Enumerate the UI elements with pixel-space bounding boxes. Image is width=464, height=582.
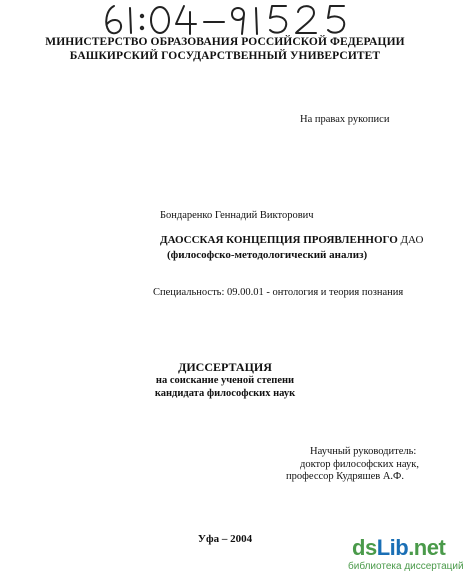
dslib-watermark-logo <box>348 535 464 572</box>
logo-tld: .net <box>408 535 446 560</box>
logo-lib: Lib <box>376 535 409 560</box>
handwritten-catalog-number <box>100 0 360 40</box>
manuscript-rights-note: На правах рукописи <box>300 114 390 125</box>
university-header: БАШКИРСКИЙ ГОСУДАРСТВЕННЫЙ УНИВЕРСИТЕТ <box>69 50 381 62</box>
dissertation-subtitle: (философско-методологический анализ) <box>167 249 368 261</box>
title-bold-part: ДАОССКАЯ КОНЦЕПЦИЯ ПРОЯВЛЕННОГО <box>160 234 398 246</box>
title-normal-part: ДАО <box>397 234 424 246</box>
dissertation-label: ДИССЕРТАЦИЯ <box>178 360 272 374</box>
logo-tagline: библиотека диссертаций <box>348 561 464 572</box>
logo-ds: ds <box>352 535 377 560</box>
specialty-line: Специальность: 09.00.01 - онтология и теория познания <box>153 287 404 298</box>
supervisor-degree: доктор философских наук, <box>300 459 419 470</box>
degree-line-2: кандидата философских наук <box>154 388 296 399</box>
city-year: Уфа – 2004 <box>197 533 253 545</box>
supervisor-label: Научный руководитель: <box>310 446 417 457</box>
supervisor-name: профессор Кудряшев А.Ф. <box>286 471 404 482</box>
author-name: Бондаренко Геннадий Викторович <box>160 210 314 221</box>
ministry-header: МИНИСТЕРСТВО ОБРАЗОВАНИЯ РОССИЙСКОЙ ФЕДЕРАЦИИ <box>45 36 405 48</box>
degree-line-1: на соискание ученой степени <box>155 375 295 386</box>
dissertation-title <box>160 234 423 246</box>
